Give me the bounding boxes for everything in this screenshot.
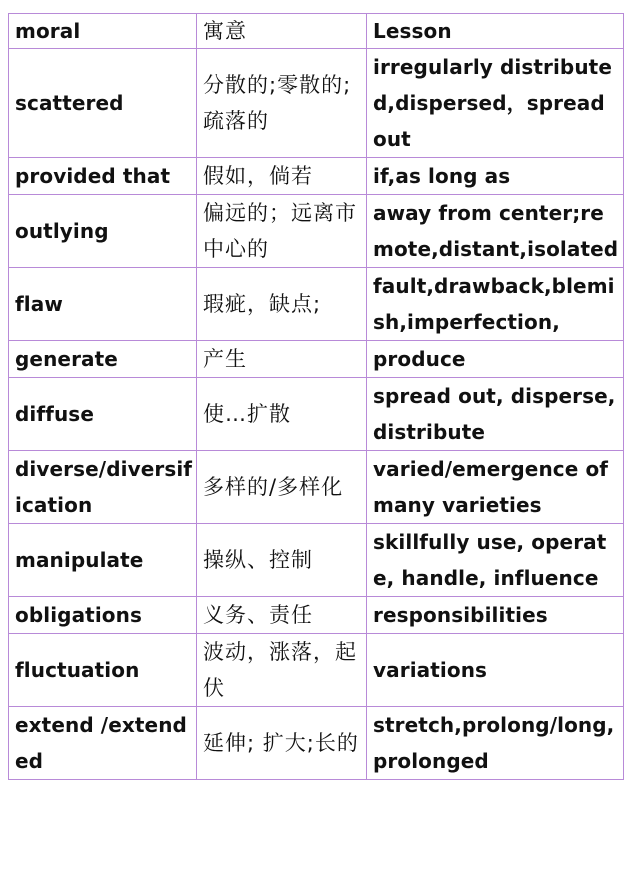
lesson-cell: responsibilities	[367, 597, 624, 634]
chinese-cell: 操纵、控制	[197, 524, 367, 597]
word-cell: manipulate	[9, 524, 197, 597]
vocabulary-table	[8, 13, 624, 780]
table-row	[9, 707, 624, 780]
chinese-cell: 瑕疵，缺点;	[197, 268, 367, 341]
header-word: moral	[9, 14, 197, 49]
table-row	[9, 341, 624, 378]
word-cell: scattered	[9, 49, 197, 158]
chinese-cell: 分散的;零散的;疏落的	[197, 49, 367, 158]
chinese-cell: 使…扩散	[197, 378, 367, 451]
chinese-cell: 义务、责任	[197, 597, 367, 634]
lesson-cell: spread out, disperse, distribute	[367, 378, 624, 451]
table-row	[9, 158, 624, 195]
word-cell: outlying	[9, 195, 197, 268]
lesson-cell: varied/emergence of many varieties	[367, 451, 624, 524]
table-row	[9, 268, 624, 341]
word-cell: obligations	[9, 597, 197, 634]
word-cell: extend /extended	[9, 707, 197, 780]
header-chinese: 寓意	[197, 14, 367, 49]
table-row	[9, 524, 624, 597]
word-cell: diverse/diversification	[9, 451, 197, 524]
lesson-cell: produce	[367, 341, 624, 378]
lesson-cell: fault,drawback,blemish,imperfection,	[367, 268, 624, 341]
word-cell: generate	[9, 341, 197, 378]
table-row	[9, 451, 624, 524]
header-lesson: Lesson	[367, 14, 624, 49]
header-row	[9, 14, 624, 49]
chinese-cell: 波动，涨落，起伏	[197, 634, 367, 707]
lesson-cell: skillfully use, operate, handle, influence	[367, 524, 624, 597]
lesson-cell: stretch,prolong/long, prolonged	[367, 707, 624, 780]
lesson-cell: variations	[367, 634, 624, 707]
table-row	[9, 195, 624, 268]
word-cell: provided that	[9, 158, 197, 195]
chinese-cell: 产生	[197, 341, 367, 378]
word-cell: fluctuation	[9, 634, 197, 707]
chinese-cell: 偏远的；远离市中心的	[197, 195, 367, 268]
lesson-cell: irregularly distributed,dispersed，spread out	[367, 49, 624, 158]
chinese-cell: 多样的/多样化	[197, 451, 367, 524]
word-cell: diffuse	[9, 378, 197, 451]
table-row	[9, 378, 624, 451]
chinese-cell: 延伸; 扩大;长的	[197, 707, 367, 780]
lesson-cell: if,as long as	[367, 158, 624, 195]
table-row	[9, 597, 624, 634]
table-row	[9, 49, 624, 158]
table-row	[9, 634, 624, 707]
lesson-cell: away from center;remote,distant,isolated	[367, 195, 624, 268]
chinese-cell: 假如，倘若	[197, 158, 367, 195]
word-cell: flaw	[9, 268, 197, 341]
